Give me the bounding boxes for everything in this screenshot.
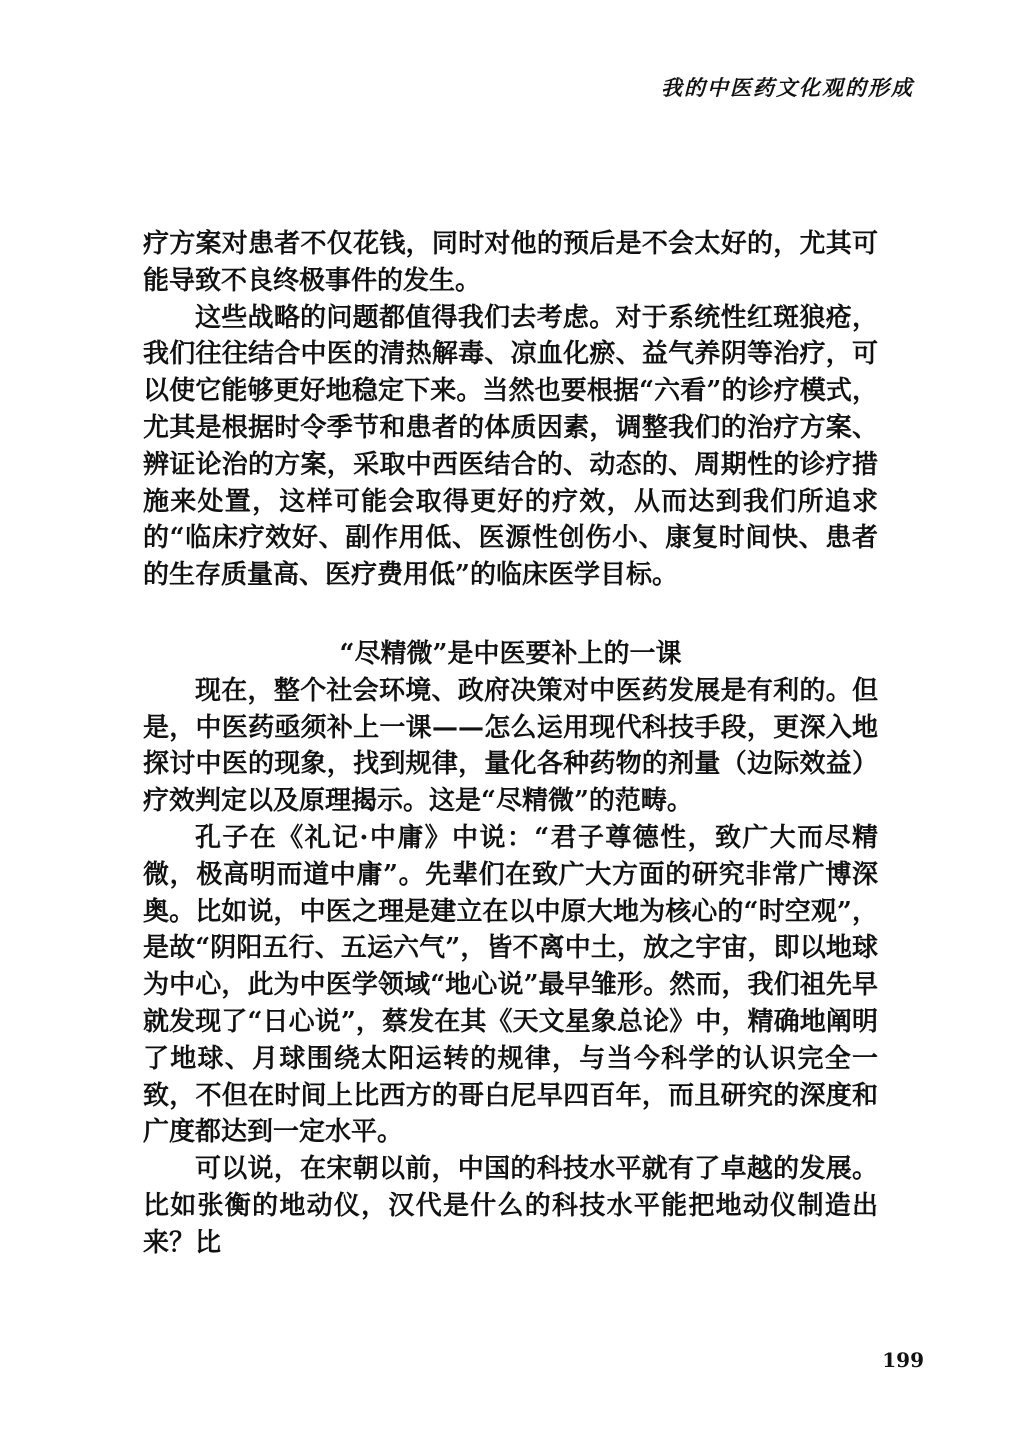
section-title: “尽精微”是中医要补上的一课 [339,638,682,669]
paragraph-continued: 疗方案对患者不仅花钱，同时对他的预后是不会太好的，尤其可能导致不良终极事件的发生。 [143,229,878,296]
paragraph-song-dynasty: 可以说，在宋朝以前，中国的科技水平就有了卓越的发展。比如张衡的地动仪，汉代是什么的科技水平能把地动仪制造出来？比 [143,1154,878,1258]
paragraph-lupus-treatment: 这些战略的问题都值得我们去考虑。对于系统性红斑狼疮，我们往往结合中医的清热解毒、凉血化瘀、益气养阴等治疗，可以使它能够更好地稳定下来。当然也要根据“六看”的诊疗模式，尤其是根据时令季节和患者的体质因素，调整我们的治疗方案、辨证论治的方案，采取中西医结合的、动态的、周期性的诊疗措施来处置，这样可能会取得更好的疗效，从而达到我们所追求的“临床疗效好、副作用低、医源性创伤小、康复时间快、患者的生存质量高、医疗费用低”的临床医学目标。 [143,302,878,591]
page-body [143,226,878,1262]
paragraph-confucius-quote: 孔子在《礼记·中庸》中说：“君子尊德性，致广大而尽精微，极高明而道中庸”。先辈们在致广大方面的研究非常广博深奥。比如说，中医之理是建立在以中原大地为核心的“时空观”，是故“阴阳五行、五运六气”，皆不离中土，放之宇宙，即以地球为中心，此为中医学领域“地心说”最早雏形。然而，我们祖先早就发现了“日心说”，蔡发在其《天文星象总论》中，精确地阐明了地球、月球围绕太阳运转的规律，与当今科学的认识完全一致，不但在时间上比西方的哥白尼早四百年，而且研究的深度和广度都达到一定水平。 [143,822,878,1148]
page-number: 199 [882,1348,924,1372]
running-header: 我的中医药文化观的形成 [661,75,914,100]
paragraph-modern-science: 现在，整个社会环境、政府决策对中医药发展是有利的。但是，中医药亟须补上一课——怎么运用现代科技手段，更深入地探讨中医的现象，找到规律，量化各种药物的剂量（边际效益）疗效判定以及原理揭示。这是“尽精微”的范畴。 [143,675,878,817]
